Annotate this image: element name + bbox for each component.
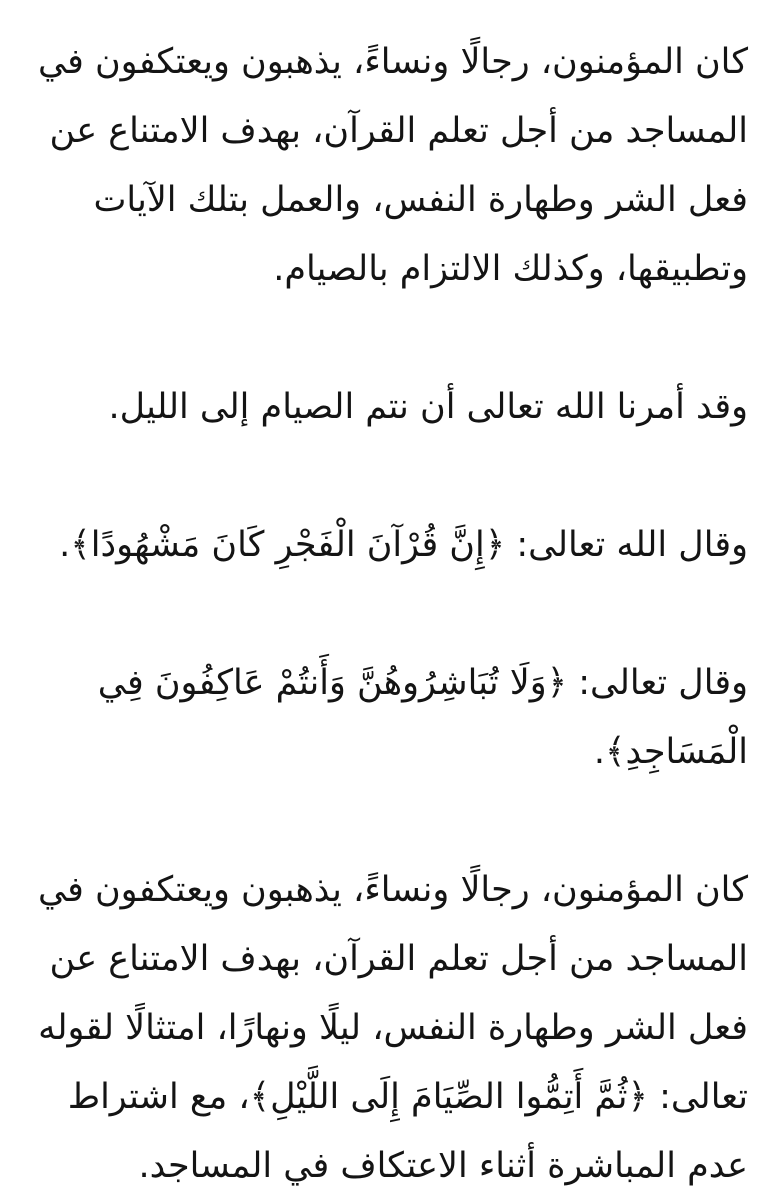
paragraph-spacer xyxy=(28,442,748,511)
paragraph-spacer xyxy=(28,787,748,856)
paragraph-spacer xyxy=(28,580,748,649)
paragraph-2: وقد أمرنا الله تعالى أن نتم الصيام إلى الليل. xyxy=(108,387,748,427)
paragraph-1: كان المؤمنون، رجالًا ونساءً، يذهبون ويعتكفون في المساجد من أجل تعلم القرآن، بهدف الامتناع عن فعل الشر وطهارة النفس، والعمل بتلك الآيات وتطبيقها، وكذلك الالتزام بالصيام. xyxy=(37,42,748,289)
paragraph-spacer xyxy=(28,304,748,373)
paragraph-5: كان المؤمنون، رجالًا ونساءً، يذهبون ويعتكفون في المساجد من أجل تعلم القرآن، بهدف الامتناع عن فعل الشر وطهارة النفس، ليلًا ونهارًا، امتثالًا لقوله تعالى: ﴿ثُمَّ أَتِمُّوا الصِّيَامَ إِلَى اللَّيْلِ﴾، مع اشتراط عدم المباشرة أثناء الاعتكاف في المساجد. xyxy=(37,870,748,1186)
paragraph-3: وقال الله تعالى: ﴿إِنَّ قُرْآنَ الْفَجْرِ كَانَ مَشْهُودًا﴾. xyxy=(59,525,748,565)
paragraph-4: وقال تعالى: ﴿وَلَا تُبَاشِرُوهُنَّ وَأَنتُمْ عَاكِفُونَ فِي الْمَسَاجِدِ﴾. xyxy=(97,663,748,772)
